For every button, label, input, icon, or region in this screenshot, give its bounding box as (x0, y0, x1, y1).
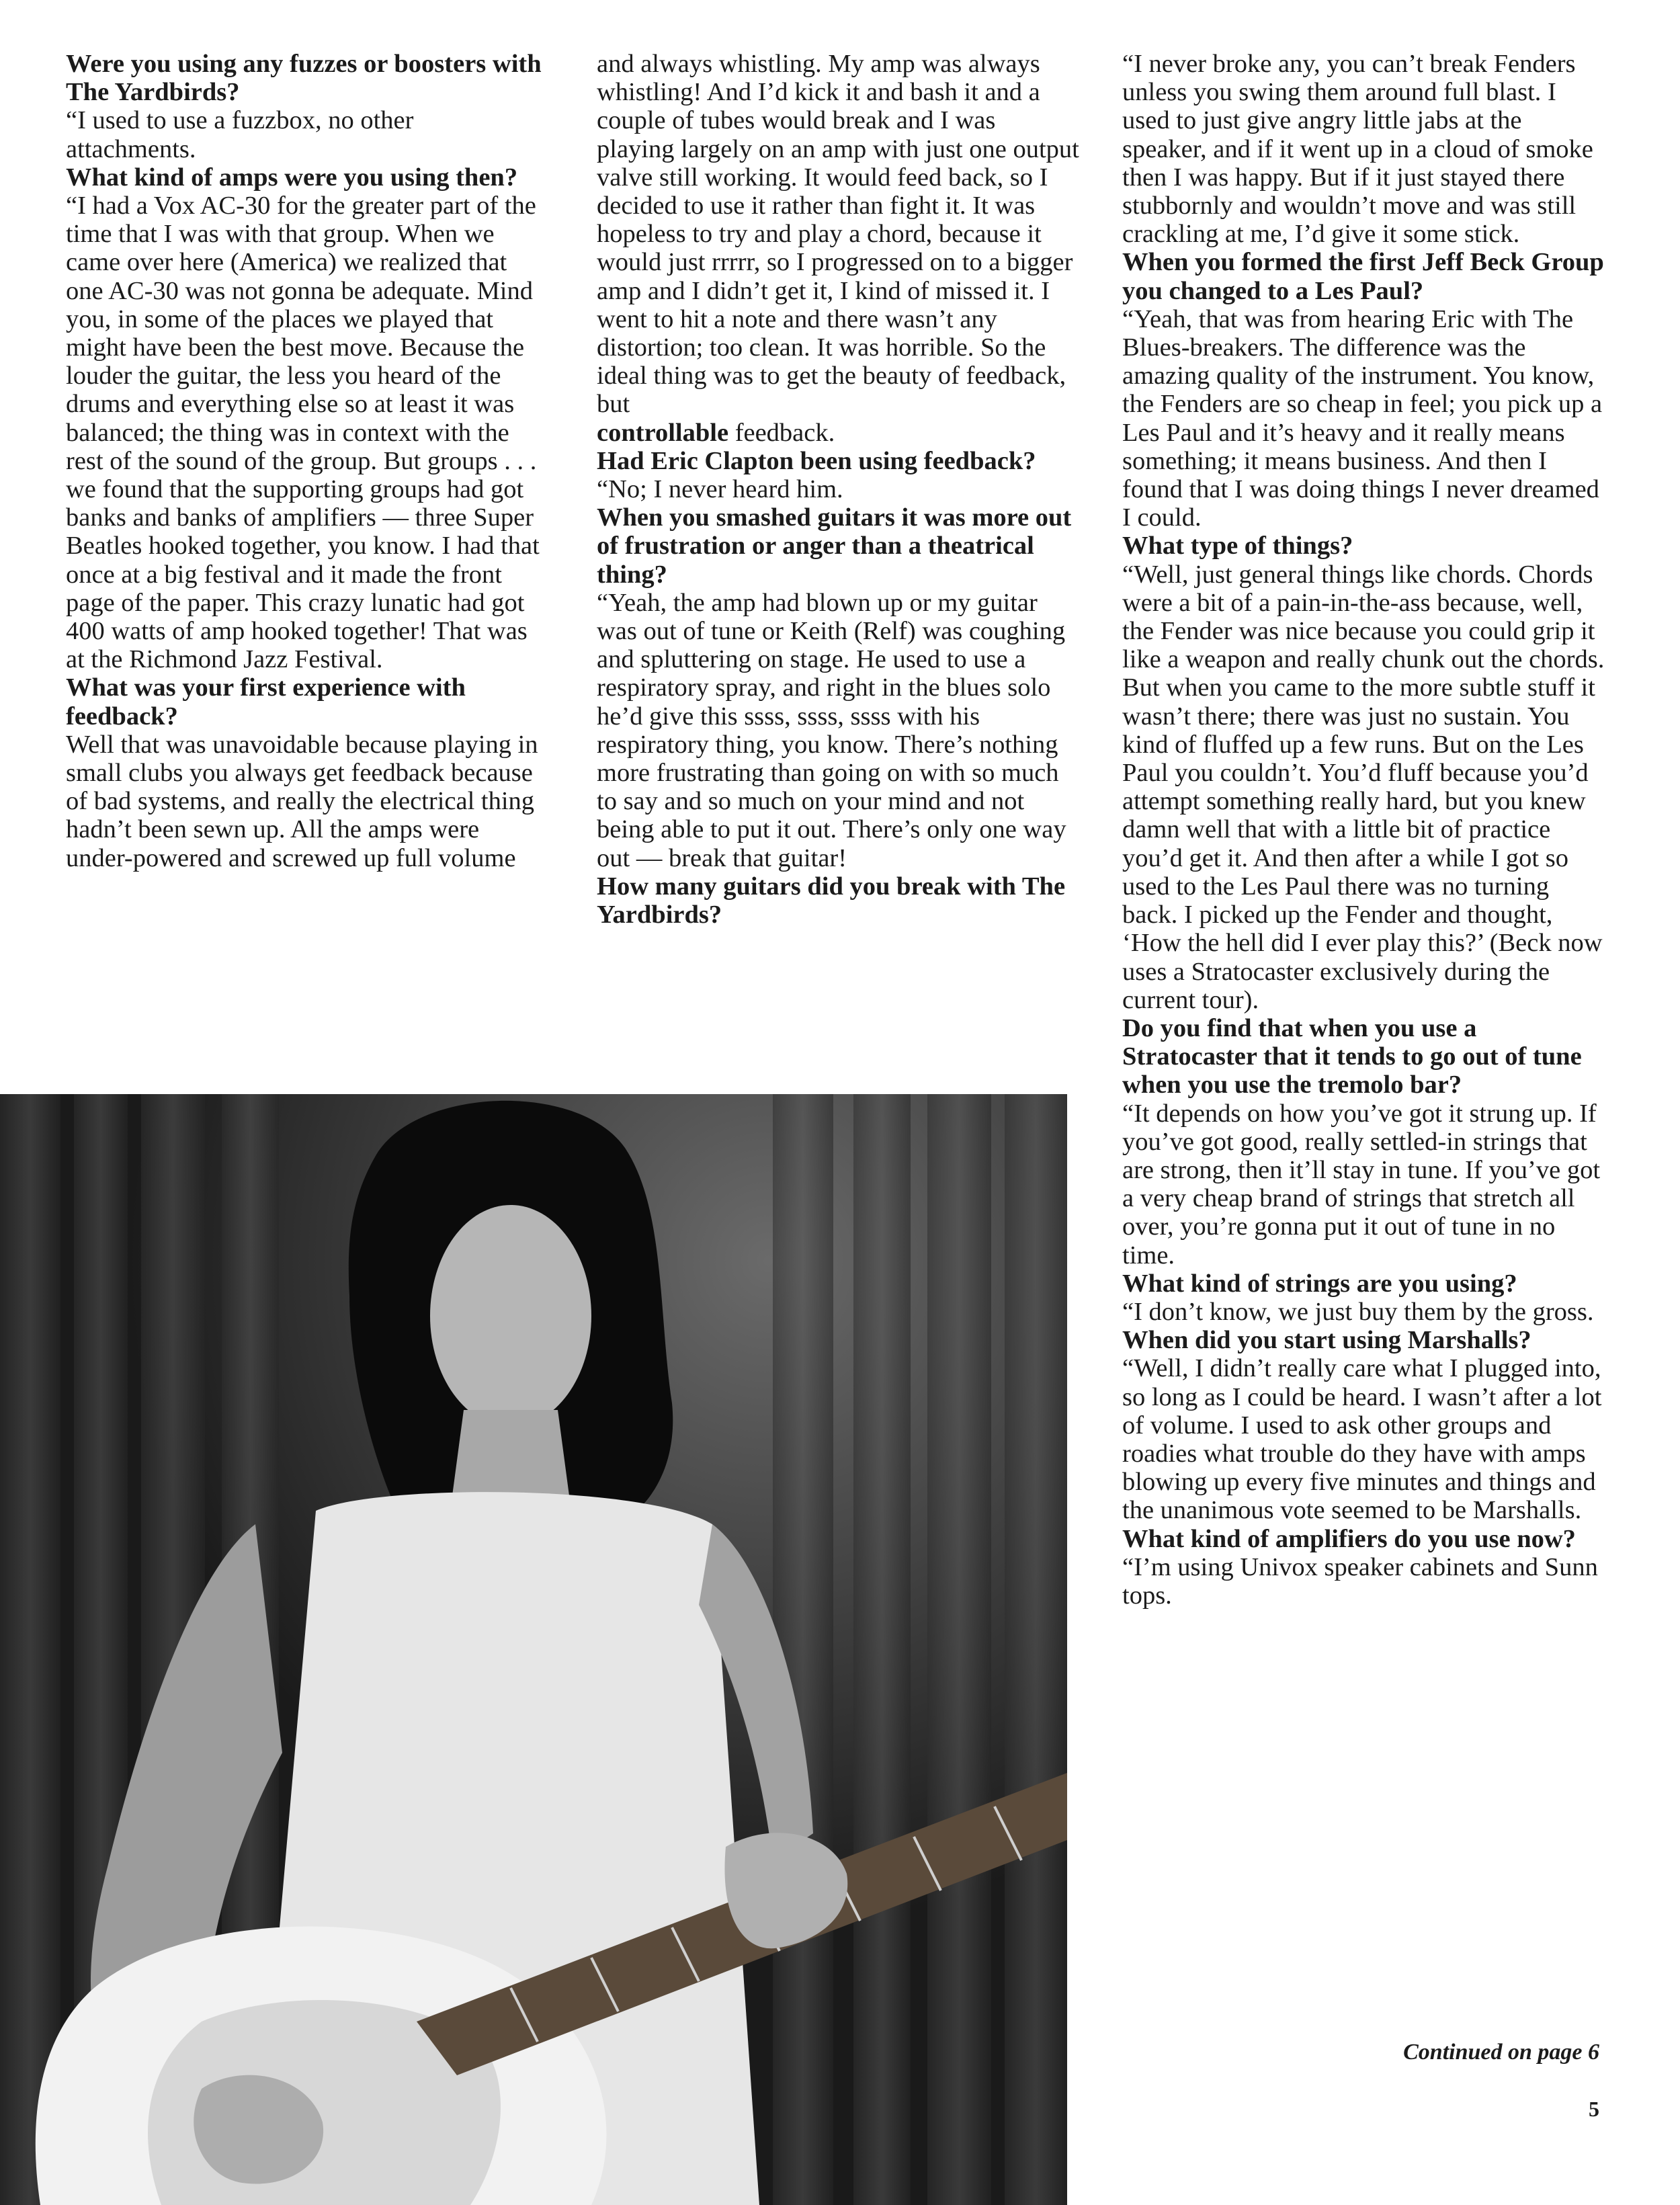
question: What kind of strings are you using? (1122, 1269, 1517, 1298)
face (430, 1205, 591, 1427)
question: What type of things? (1122, 532, 1353, 560)
answer: “No; I never heard him. (597, 475, 843, 504)
answer: “Well, just general things like chords. Chords were a bit of a pain-in-the-ass because, well, the Fender was nice because you could grip it like a weapon and really chunk out the chords. But when you came to the more subtle stuff it wasn’t there; there was just no sustain. You kind of fluffed up a few runs. But on the Les Paul you couldn’t. You’d fluff because you’d attempt something really hard, but you knew damn well that with a little bit of practice you’d get it. And then after a while I got so used to the Les Paul there was no turning back. I picked up the Fender and thought, ‘How the hell did I ever play this?’ (Beck now uses a Stratocaster exclusively during the current tour). (1122, 560, 1605, 1014)
question: Do you find that when you use a Stratocaster that it tends to go out of tune when you use the tremolo bar? (1122, 1013, 1582, 1099)
answer: “Yeah, the amp had blown up or my guitar was out of tune or Keith (Relf) was coughing and spluttering on stage. He used to use a respiratory spray, and right in the blues solo he’d give this ssss, ssss, ssss with his respiratory thing, you know. There’s nothing more frustrating than going on with so much to say and so much on your mind and not being able to put it out. There’s only one way out — break that guitar! (597, 588, 1066, 872)
answer: “I used to use a fuzzbox, no other attachments. (66, 106, 414, 163)
answer: Well that was unavoidable because playing in small clubs you always get feedback because of bad systems, and really the electrical thing hadn’t been sewn up. All the amps were under-powered and screwed up full volume (66, 730, 538, 872)
article-column-2 (597, 50, 1079, 929)
answer: “I’m using Univox speaker cabinets and Sunn tops. (1122, 1552, 1598, 1610)
answer: “Well, I didn’t really care what I plugged into, so long as I could be heard. I wasn’t after a lot of volume. I used to ask other groups and roadies what trouble do they have with amps blowing up every five minutes and things and the unanimous vote seemed to be Marshalls. (1122, 1354, 1602, 1525)
emphasis: controllable (597, 418, 729, 447)
article-column-3 (1122, 50, 1606, 1610)
answer-tail: feedback. (728, 418, 835, 447)
answer: and always whistling. My amp was always whistling! And I’d kick it and bash it and a couple of tubes would break and I was playing largely on an amp with just one output valve still working. It would feed back, so I decided to use it rather than fight it. It was hopeless to try and play a chord, because it would just rrrrr, so I progressed on to a bigger amp and I didn’t get it, I kind of missed it. I went to hit a note and there wasn’t any distortion; too clean. It was horrible. So the ideal thing was to get the beauty of feedback, but (597, 50, 1079, 419)
answer: “It depends on how you’ve got it strung up. If you’ve got good, really settled-in strings that are strong, then it’ll stay in tune. If you’ve got a very cheap brand of strings that stretch all over, you’re gonna put it out of tune in no time. (1122, 1099, 1601, 1270)
question: When you smashed guitars it was more out of frustration or anger than a theatrical thing? (597, 503, 1072, 589)
question: Had Eric Clapton been using feedback? (597, 446, 1036, 475)
question: How many guitars did you break with The Yardbirds? (597, 872, 1066, 929)
answer: “I don’t know, we just buy them by the gross. (1122, 1297, 1594, 1326)
article-column-1 (66, 50, 542, 872)
question: What was your first experience with feedback? (66, 673, 466, 731)
question: What kind of amps were you using then? (66, 163, 518, 192)
answer: “I had a Vox AC-30 for the greater part of the time that I was with that group. When we came over here (America) we realized that one AC-30 was not gonna be adequate. Mind you, in some of the places we played that might have been the best move. Because the louder the guitar, the less you heard of the drums and everything else so at least it was balanced; the thing was in context with the rest of the sound of the group. But groups . . . we found that the supporting groups had got banks and banks of amplifiers — three Super Beatles hooked together, you know. I had that once at a big festival and it made the front page of the paper. This crazy lunatic had got 400 watts of amp hooked together! That was at the Richmond Jazz Festival. (66, 192, 540, 674)
answer (597, 419, 1079, 447)
question: What kind of amplifiers do you use now? (1122, 1524, 1576, 1553)
question: When you formed the first Jeff Beck Group you changed to a Les Paul? (1122, 248, 1604, 305)
guitarist-photo (0, 1094, 1067, 2205)
question: When did you start using Marshalls? (1122, 1326, 1531, 1355)
continued-note: Continued on page 6 (1403, 2040, 1599, 2065)
answer: “I never broke any, you can’t break Fenders unless you swing them around full blast. I used to just give angry little jabs at the speaker, and if it went up in a cloud of smoke then I was happy. But if it just stayed there stubbornly and wouldn’t move and was still crackling at me, I’d give it some stick. (1122, 50, 1593, 249)
page-number: 5 (1589, 2097, 1599, 2121)
answer: “Yeah, that was from hearing Eric with The Blues-breakers. The difference was the amazing quality of the instrument. You know, the Fenders are so cheap in feel; you pick up a Les Paul and it’s heavy and it really means something; it means business. And then I found that I was doing things I never dreamed I could. (1122, 304, 1603, 532)
question: Were you using any fuzzes or boosters with The Yardbirds? (66, 50, 542, 107)
